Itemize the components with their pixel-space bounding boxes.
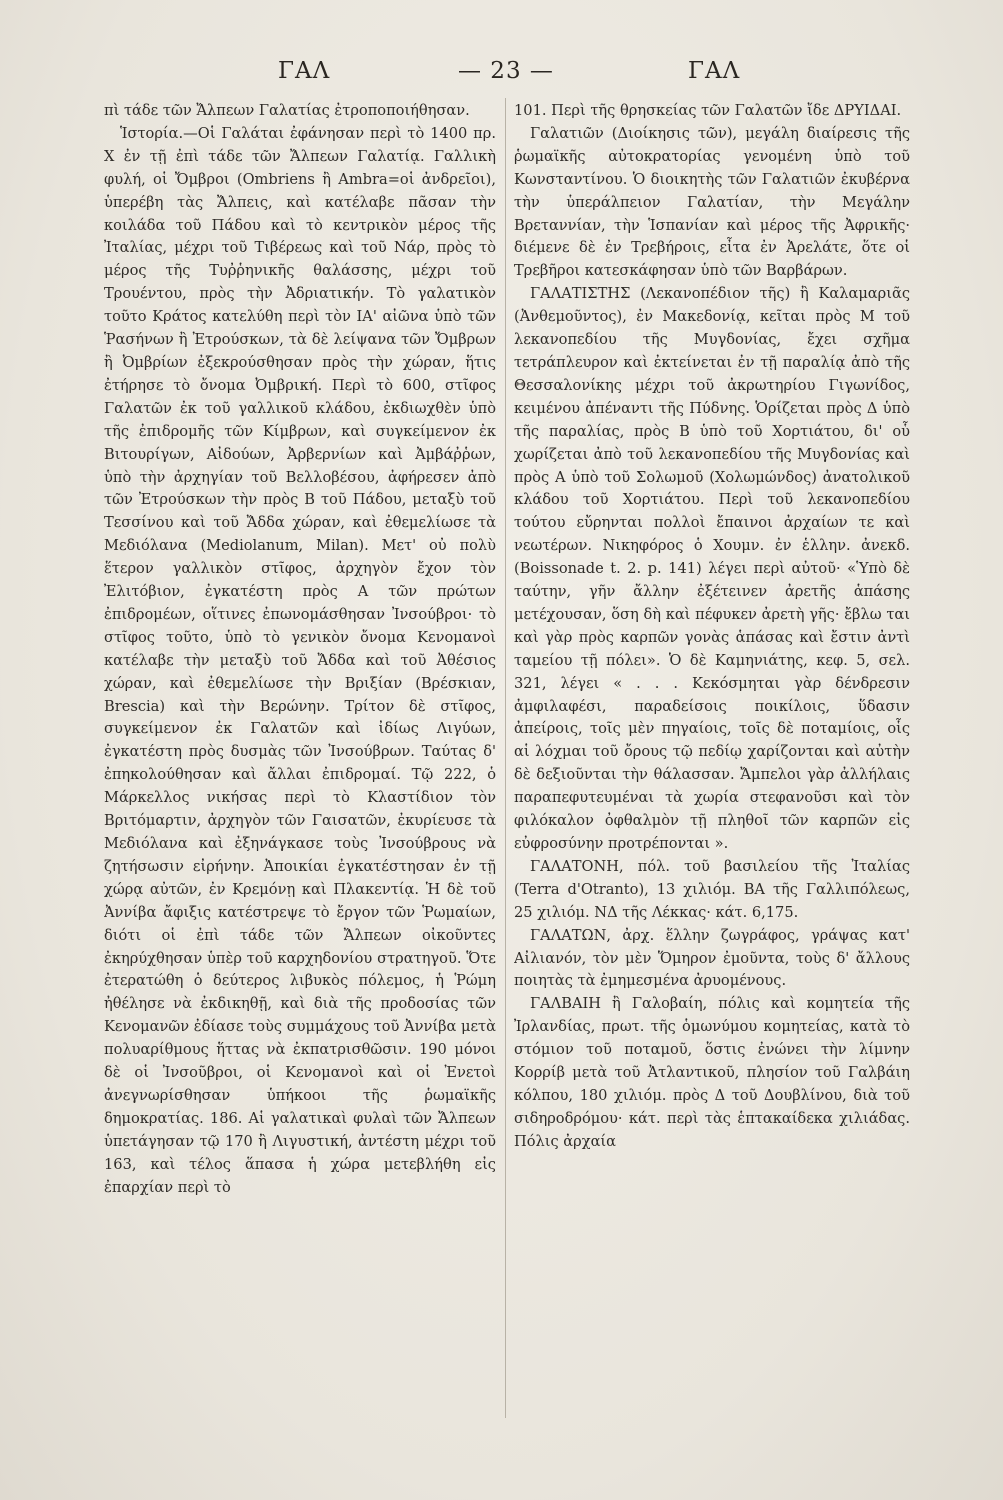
running-header — [0, 58, 1003, 92]
paragraph: Γαλατιῶν (Διοίκησις τῶν), μεγάλη διαίρεσις τῆς ῥωμαϊκῆς αὐτοκρατορίας γενομένη ὑπὸ τοῦ Κωνσταντίνου. Ὁ διοικητὴς τῶν Γαλατιῶν ἐκυβέρνα τὴν ὑπεράλπειον Γαλατίαν, τὴν Μεγάλην Βρεταννίαν, τὴν Ἱσπανίαν καὶ μέρος τῆς Ἀφρικῆς· διέμενε δὲ ἐν Τρεβήροις, εἶτα ἐν Ἀρελάτε, ὅτε οἱ Τρεβῆροι κατεσκάφησαν ὑπὸ τῶν Βαρβάρων. — [514, 124, 910, 280]
page-number: — 23 — — [458, 58, 554, 84]
paragraph: ΓΑΛΑΤΟΝΗ, πόλ. τοῦ βασιλείου τῆς Ἰταλίας (Terra d'Otranto), 13 χιλιόμ. ΒΑ τῆς Γαλλιπόλεως, 25 χιλιόμ. ΝΔ τῆς Λέκκας· κάτ. 6,175. — [514, 857, 910, 921]
left-column — [104, 100, 496, 1495]
paragraph: ΓΑΛΒΑΙΗ ἢ Γαλοβαίη, πόλις καὶ κομητεία τῆς Ἰρλανδίας, πρωτ. τῆς ὁμωνύμου κομητείας, κατὰ τὸ στόμιον τοῦ ποταμοῦ, ὅστις ἐνώνει τὴν λίμνην Κορρίβ μετὰ τοῦ Ἀτλαντικοῦ, πλησίον τοῦ Γαλβάιη κόλπου, 180 χιλιόμ. πρὸς Δ τοῦ Δουβλίνου, διὰ τοῦ σιδηροδρόμου· κάτ. περὶ τὰς ἑπτακαίδεκα χιλιάδας. Πόλις ἀρχαία — [514, 995, 910, 1150]
right-headword: ΓΑΛ — [688, 58, 741, 84]
left-headword: ΓΑΛ — [278, 58, 331, 84]
paragraph: Ἱστορία.—Οἱ Γαλάται ἐφάνησαν περὶ τὸ 1400 πρ. Χ ἐν τῇ ἐπὶ τάδε τῶν Ἄλπεων Γαλατίᾳ. Γαλλικὴ φυλή, οἱ Ὄμβροι (Ombriens ἢ Ambra=οἱ ἀνδρεῖοι), ὑπερέβη τὰς Ἄλπεις, καὶ κατέλαβε πᾶσαν τὴν κοιλάδα τοῦ Πάδου καὶ τὸ κεντρικὸν μέρος τῆς Ἰταλίας, μέχρι τοῦ Τιβέρεως καὶ τοῦ Νάρ, πρὸς τὸ μέρος τῆς Τυῤῥηνικῆς θαλάσσης, μέχρι τοῦ Τρουέντου, πρὸς τὴν Ἀδριατικήν. Τὸ γαλατικὸν τοῦτο Κράτος κατελύθη περὶ τὸν ΙΑ' αἰῶνα ὑπὸ τῶν Ῥασήνων ἢ Ἐτρούσκων, τὰ δὲ λείψανα τῶν Ὄμβρων ἢ Ὀμβρίων ἐξεκρούσθησαν πρὸς τὴν χώραν, ἥτις ἐτήρησε τὸ ὄνομα Ὀμβρική. Περὶ τὸ 600, στῖφος Γαλατῶν ἐκ τοῦ γαλλικοῦ κλάδου, ἐκδιωχθὲν ὑπὸ τῆς ἐπιδρομῆς τῶν Κίμβρων, καὶ συγκείμενον ἐκ Βιτουρίγων, Αἰδούων, Ἀρβερνίων καὶ Ἀμβάῤῥων, ὑπὸ τὴν ἀρχηγίαν τοῦ Βελλοβέσου, ἀφήρεσεν ἀπὸ τῶν Ἐτρούσκων τὴν πρὸς Β τοῦ Πάδου, μεταξὺ τοῦ Τεσσίνου καὶ τοῦ Ἄδδα χώραν, καὶ ἐθεμελίωσε τὰ Μεδιόλανα (Mediolanum, Milan). Μετ' οὐ πολὺ ἕτερον γαλλικὸν στῖφος, ἀρχηγὸν ἔχον τὸν Ἐλιτόβιον, ἐγκατέστη πρὸς Α τῶν πρώτων ἐπιδρομέων, οἵτινες ἐπωνομάσθησαν Ἰνσούβροι· τὸ στῖφος τοῦτο, ὑπὸ τὸ γενικὸν ὄνομα Κενομανοὶ κατέλαβε τὴν μεταξὺ τοῦ Ἄδδα καὶ τοῦ Ἀθέσιος χώραν, καὶ ἐθεμελίωσε τὴν Βριξίαν (Βρέσκιαν, Brescia) καὶ τὴν Βερώνην. Τρίτον δὲ στῖφος, συγκείμενον ἐκ Γαλατῶν καὶ ἰδίως Λιγύων, ἐγκατέστη πρὸς δυσμὰς τῶν Ἰνσούβρων. Ταύτας δ' ἐπηκολούθησαν καὶ ἄλλαι ἐπιδρομαί. Τῷ 222, ὁ Μάρκελλος νικήσας περὶ τὸ Κλαστίδιον τὸν Βριτόμαρτιν, ἀρχηγὸν τῶν Γαισατῶν, ἐκυρίευσε τὰ Μεδιόλανα καὶ ἐξηνάγκασε τοὺς Ἰνσούβρους νὰ ζητήσωσιν εἰρήνην. Ἀποικίαι ἐγκατέστησαν ἐν τῇ χώρᾳ αὐτῶν, ἐν Κρεμόνῃ καὶ Πλακεντίᾳ. Ἡ δὲ τοῦ Ἀννίβα ἄφιξις κατέστρεψε τὸ ἔργον τῶν Ῥωμαίων, διότι οἱ ἐπὶ τάδε τῶν Ἄλπεων οἰκοῦντες ἐκηρύχθησαν ὑπὲρ τοῦ καρχηδονίου στρατηγοῦ. Ὅτε ἐτερατώθη ὁ δεύτερος λιβυκὸς πόλεμος, ἡ Ῥώμη ἠθέλησε νὰ ἐκδικηθῇ, καὶ διὰ τῆς προδοσίας τῶν Κενομανῶν ἐδίασε τοὺς συμμάχους τοῦ Ἀννίβα μετὰ πολυαρίθμους ἥττας νὰ ἐκπατρισθῶσιν. 190 μόνοι δὲ οἱ Ἰνσοῦβροι, οἱ Κενομανοὶ καὶ οἱ Ἐνετοὶ ἀνεγνωρίσθησαν ὑπήκοοι τῆς ῥωμαϊκῆς δημοκρατίας. 186. Αἱ γαλατικαὶ φυλαὶ τῶν Ἄλπεων ὑπετάγησαν τῷ 170 ἢ Λιγυστική, ἀντέστη μέχρι τοῦ 163, καὶ τέλος ἅπασα ἡ χώρα μετεβλήθη εἰς ἐπαρχίαν περὶ τὸ — [104, 124, 496, 1196]
paragraph: πὶ τάδε τῶν Ἄλπεων Γαλατίας ἐτροποποιήθησαν. — [104, 102, 470, 119]
right-column — [514, 100, 910, 1495]
paragraph: ΓΑΛΑΤΙΣΤΗΣ (Λεκανοπέδιον τῆς) ἢ Καλαμαριᾶς (Ἀνθεμοῦντος), ἐν Μακεδονίᾳ, κεῖται πρὸς Μ τοῦ λεκανοπεδίου τῆς Μυγδονίας, ἔχει σχῆμα τετράπλευρον καὶ ἐκτείνεται ἐν τῇ παραλίᾳ ἀπὸ τῆς Θεσσαλονίκης μέχρι τοῦ ἀκρωτηρίου Γιγωνίδος, κειμένου ἀπέναντι τῆς Πύδνης. Ὁρίζεται πρὸς Δ ὑπὸ τῆς παραλίας, πρὸς Β ὑπὸ τοῦ Χορτιάτου, δι' οὗ χωρίζεται ἀπὸ τοῦ λεκανοπεδίου τῆς Μυγδονίας καὶ πρὸς Α ὑπὸ τοῦ Σολωμοῦ (Χολωμώνδος) ἀνατολικοῦ κλάδου τοῦ Χορτιάτου. Περὶ τοῦ λεκανοπεδίου τούτου εὔρηνται πολλοὶ ἔπαινοι ἀρχαίων τε καὶ νεωτέρων. Νικηφόρος ὁ Χουμν. ἐν ἑλλην. ἀνεκδ. (Boissonade t. 2. p. 141) λέγει περὶ αὐτοῦ· «Ὑπὸ δὲ ταύτην, γῆν ἄλλην ἐξέτεινεν ἀρετῆς ἁπάσης μετέχουσαν, ὅση δὴ καὶ πέφυκεν ἀρετὴ γῆς· ἔβλω ται καὶ γὰρ πρὸς καρπῶν γονὰς ἁπάσας καὶ ἔστιν ἀντὶ ταμείου τῇ πόλει». Ὁ δὲ Καμηνιάτης, κεφ. 5, σελ. 321, λέγει « . . . Κεκόσμηται γὰρ δένδρεσιν ἀμφιλαφέσι, παραδείσοις ποικίλοις, ὕδασιν ἀπείροις, τοῖς μὲν πηγαίοις, τοῖς δὲ ποταμίοις, οἷς αἱ λόχμαι τοῦ ὄρους τῷ πεδίῳ χαρίζονται καὶ αὐτὴν δὲ δεξιοῦνται τὴν θάλασσαν. Ἄμπελοι γὰρ ἀλλήλαις παραπεφυτευμέναι τὰ χωρία στεφανοῦσι καὶ τὸν φιλόκαλον ὀφθαλμὸν τῇ πληθοῖ τῶν καρπῶν εἰς εὐφροσύνην προτρέπονται ». — [514, 285, 910, 852]
column-divider — [505, 98, 506, 1418]
paragraph: ΓΑΛΑΤΩΝ, ἀρχ. ἕλλην ζωγράφος, γράψας κατ' Αἰλιανόν, τὸν μὲν Ὅμηρον ἐμοῦντα, τοὺς δ' ἄλλους ποιητὰς τὰ ἐμημεσμένα ἀρυομένους. — [514, 926, 910, 990]
paragraph: 101. Περὶ τῆς θρησκείας τῶν Γαλατῶν ἴδε ΔΡΥΙΔΑΙ. — [514, 102, 902, 119]
